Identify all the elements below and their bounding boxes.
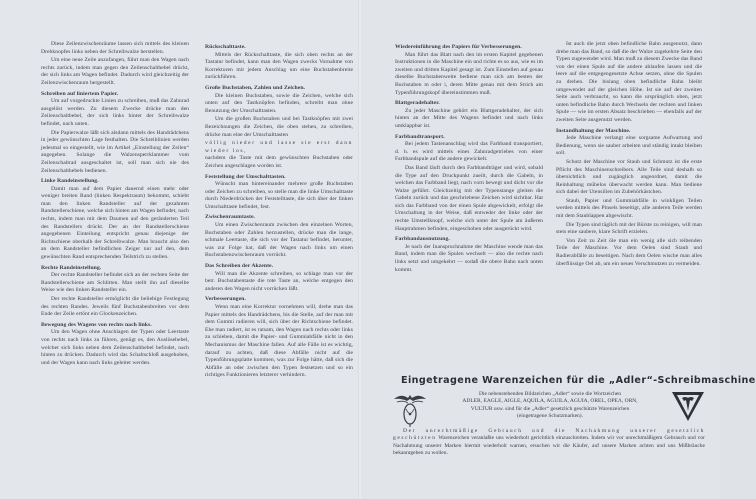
section-heading: Linke Randeinstellung. xyxy=(41,178,99,185)
paragraph: Zu jeder Maschine gehört ein Blattgeradehalter, der sich hinten an der Mitte des Wagens befindet und nach links umklappbar ist. xyxy=(395,107,543,129)
paragraph: Je nach der Inanspruchnahme der Maschine wende man das Band, indem man die Spulen wechselt — also die rechte nach links setzt und umgekehrt — sodaß die obere Bahn nach unten kommt. xyxy=(395,243,543,273)
column-2 xyxy=(205,41,353,380)
column-4 xyxy=(556,41,702,268)
paragraph: Der rechte Randsteller ermöglicht die beliebige Festlegung des rechten Randes. Jeweils fünf Buchstabenbreiten vor dem Ende der Zeile ertönt ein Glockenzeichen. xyxy=(41,296,189,318)
emphasized-text: völlig nieder und lasse sie erst dann wieder los, xyxy=(205,140,353,154)
paragraph: Damit man auf dem Papier dauernd einen mehr oder weniger breiten Rand (linken Respektraum) bekommt, schiebt man den linken Randsteller auf der gezahnten Randstellerschiene, welche sich hinten am Wagen befindet, nach rechts, indem man mit dem Daumen auf den geränderten Teil des Randstellers drückt. Der an der Randstellerschiene angegebenen Einteilung entspricht genau diejenige der Richtschiene oberhalb der Schreibwalze. Man braucht also den an dem Randsteller befindlichen Zeiger nur auf den, dem gewünschten Rand entsprechenden Teilstrich zu stellen. xyxy=(41,185,189,261)
paragraph: Das Band läuft durch den Farbbandträger und wird, sobald die Type auf den Druckpunkt zueilt, durch die Gabeln, in welchen das Farbband liegt, nach vorn bewegt und dicht vor die Walze geführt. Gleichzeitig mit der Typenstange gleiten die Gabeln zurück und das geschriebene Zeichen wird sichtbar. Hat sich das Farbband von der einen Spule abgewickelt, erfolgt die Umschaltung in der Weise, daß entweder der linke oder der rechte Umstellknopf, welche sich unter der Spule am äußeren Hauptrahmen befinden, eingeschoben oder ausgerückt wird. xyxy=(395,164,543,232)
column-1 xyxy=(41,41,189,367)
trademark-notice-emphasis: Der unrechtmäßige Gebrauch und die Nachahmung unserer gesetzlich geschützten xyxy=(393,428,705,442)
paragraph: Die kleinen Buchstaben, sowie die Zeichen, welche sich unten auf den Tastknöpfen befinden, schreibt man ohne Benutzung der Umschalttasten. xyxy=(205,92,353,114)
trademark-box xyxy=(393,375,756,467)
trademark-notice-text: Warenzeichen veranlaßte uns wiederholt gerichtlich einzuschreiten. Indem wir vor unrechtmäßigem Gebrauch und vor Nachahmung unserer Marken hiermit wiederholt warnen, ersuchen wir die Käufer, auf unsere Marken achten und uns Mißbräuche bekanntgeben zu wollen. xyxy=(393,435,705,457)
section-heading: Feststellung der Umschalttasten. xyxy=(205,173,286,180)
section-heading: Blattgeradehalter. xyxy=(395,100,440,107)
paragraph: Man führt das Blatt nach den im ersten Kapitel gegebenen Instruktionen in die Maschine ein und richte es so aus, wie es im zweiten und dritten Kapitel gesagt ist. Zum Einstellen auf genau dieselbe Buchstabenweite bediene man sich am besten der Buchstaben m oder i, deren Mitte genau mit dem Strich am Typenführungskopf übereinstimmen muß. xyxy=(395,51,543,96)
trademark-line: (eingetragene Schutzmarken). xyxy=(517,413,583,420)
section-heading: Bewegung des Wagens von rechts nach links. xyxy=(41,321,152,328)
paragraph: Um eine neue Zeile anzufangen, führt man den Wagen nach rechts zurück, indem man gegen den Zeilenschalthebel drückt, der sich links am Wagen befindet. Dadurch wird gleichzeitig der Zeilenzwischenraum hergestellt. xyxy=(41,57,189,86)
paragraph: Ist auch die jetzt oben befindliche Bahn ausgenutzt, dann drehe man das Band, so daß die der Walze zugekehrte Seite den Typen zugewendet wird. Man muß zu diesem Zwecke das Band von der einen Spule auf die andere ablaufen lassen und die leere auf die entgegengesetzte Achse setzen, ohne die Spulen zu drehen. Die bislang oben befindliche Bahn bleibt umgewendet auf der gleichen Höhe. Ist sie auf der zweiten Seite auch verbraucht, so kann die ursprünglich oben, jetzt unten befindliche Bahn durch Wechseln der rechten und linken Spule — wie im ersten Absatz beschrieben — ebenfalls auf der zweiten Seite ausgenutzt werden. xyxy=(556,41,702,123)
paragraph: Um einen Zwischenraum zwischen den einzelnen Worten, Buchstaben oder Zahlen herzustellen, drücke man die lange, schmale Leertaste, die sich vor der Tastatur befindet, herunter, was zur Folge hat, daß der Wagen nach links um einen Buchstabenzwischenraum vorrückt. xyxy=(205,222,353,259)
paragraph: Die Typen sind täglich mit der Bürste zu reinigen, will man stets eine saubere, klare Schrift erzielen. xyxy=(556,221,702,236)
paragraph: Um den Wagen ohne Anschlagen der Typen oder Leertaste von rechts nach links zu führen, genügt es, den Auslösehebel, welcher sich links neben dem Zeilenschalthebel befindet, nach hinten zu drücken. Dadurch wird das Schaltschloß ausgehoben, und der Wagen kann nach links geleitet werden. xyxy=(41,329,189,366)
trademark-notice xyxy=(393,428,705,458)
section-heading: Zwischenraumtaste. xyxy=(205,214,256,221)
paragraph: nachdem die Taste mit dem gewünschten Buchstaben oder Zeichen angeschlagen worden ist. xyxy=(205,155,353,169)
paragraph: Um die großen Buchstaben und bei Tastknöpfen mit zwei Bezeichnungen die Zeichen, die oben stehen, zu schreiben, drücke man eine der Umschalttasten xyxy=(205,116,353,138)
paragraph: Von Zeit zu Zeit öle man ein wenig alle sich reibenden Teile der Maschine. Vor dem Oelen sind Staub und Radierabfälle zu beseitigen. Nach dem Oelen wische man alles überflüssige Oel ab, um ein neues Verschmutzen zu vermeiden. xyxy=(556,237,702,267)
paragraph: Wenn man eine Korrektur vornehmen will, drehe man das Papier mittels des Handrädchens, bis die Stelle, auf der man mit dem Gummi radieren will, sich über der Richtschiene befindet. Ehe man radiert, ist es ratsam, den Wagen nach rechts oder links zu schieben, damit die Papier- und Gummiabfälle nicht in den Mechanismus der Maschine fallen. Auf alle Fälle ist es wichtig, darauf zu achten, daß diese Abfälle nicht auf die Typenführungsplatte kommen, was zur Folge hätte, daß sich die Abfälle an oder zwischen den Typen festsetzen und so ein richtiges Funktionieren letzterer verhindern. xyxy=(205,304,353,379)
section-heading: Verbesserungen. xyxy=(205,296,246,303)
trademark-line: VULTUR usw. sind für die „Adler“ gesetzlich geschützte Warenzeichen xyxy=(470,405,630,412)
section-heading: Das Schreiben der Akzente. xyxy=(205,263,274,270)
paragraph: Bei jedem Tastenanschlag wird das Farbband transportiert, d. h. es wird mittels eines Zahnradgetriebes von einer Farbbandspule auf die andere gewickelt. xyxy=(395,141,543,163)
paragraph: Die Papierwalze läßt sich alsdann mittels des Handrädchens in jeder gewünschten Lage festhalten. Die Schreiblinien werden jedesmal so eingestellt, wie im Artikel „Einstellung der Zeilen“ angegeben. Solange die Walzensperrklammer vom Zeilenschaltrad ausgeschaltet ist, soll man sich nie des Zeilenschalthebels bedienen. xyxy=(41,129,189,174)
section-heading: Farbbandtransport. xyxy=(395,133,445,140)
section-heading: Rückschalttaste. xyxy=(205,44,246,50)
trademark-list xyxy=(433,391,667,421)
section-heading: Rechte Randeinstellung. xyxy=(41,264,102,271)
paragraph: Wünscht man hintereinander mehrere große Buchstaben oder Zeichen zu schreiben, so stelle man die linke Umschalttaste durch Niederdrücken der Feststelltaste, die sich über der linken Umschalttaste befindet, fest. xyxy=(205,181,353,210)
section-heading: Farbbandausnutzung. xyxy=(395,236,450,243)
section-heading: Große Buchstaben, Zahlen und Zeichen. xyxy=(205,84,306,91)
section-heading: Instandhaltung der Maschine. xyxy=(556,127,631,134)
trademark-line: Die nebenstehenden Bildzeichen „Adler“ sowie die Wortzeichen xyxy=(478,391,622,397)
paragraph: Staub, Papier und Gummiabfälle in winkligen Teilen werden mittels des Pinsels beseitigt, alle anderen Teile werden mit dem Staublappen abgewischt. xyxy=(556,197,702,220)
trademark-title: Eingetragene Warenzeichen für die „Adler“-Schreibmaschine xyxy=(401,375,756,386)
column-3 xyxy=(395,41,543,274)
paragraph: Jede Maschine verlangt eine sorgsame Aufwartung und Bedienung, wenn sie sauber arbeiten und ständig intakt bleiben soll. xyxy=(556,135,702,157)
eagle-emblem-icon xyxy=(393,390,427,428)
trademark-line: ADLER, EAGLE, AIGLE, AQUILA, AGUILA, AGUIA, OREL, OPEΛ, ORN, xyxy=(462,398,638,405)
paragraph: Um auf vorgedruckte Linien zu schreiben, muß das Zahnrad ausgelöst werden. Zu diesem Zwecke drücke man den Zeilenschaltbebel, der sich links hinter der Schreibwalze befindet, nach unten. xyxy=(41,98,189,127)
paragraph: Diese Zeilenzwischenräume lassen sich mittels des kleinen Drehknopfes links neben der Schreibwalze herstellen. xyxy=(41,41,189,55)
left-page xyxy=(0,0,359,499)
paragraph: Der rechte Randsteller befindet sich an der rechten Seite der Randstellerschiene am Schlitten. Man stellt ihn auf dieselbe Weise wie den linken Randsteller ein. xyxy=(41,272,189,294)
paragraph: Mittels der Rückschalttaste, die sich oben rechts an der Tastatur befindet, kann man den Wagen zwecks Vornahme von Korrekturen mit jedem Anschlag um eine Buchstabenbreite zurückführen. xyxy=(205,51,353,81)
section-heading: Wiedereinführung des Papiers für Verbesserungen. xyxy=(395,44,522,50)
paragraph: Will man die Akzente schreiben, so schlage man vor der betr. Buchstabentaste die tote Taste an, welche entgegen den anderen den Wagen nicht vorrücken läßt. xyxy=(205,270,353,292)
adler-triangle-logo-icon xyxy=(671,389,705,423)
paragraph: Schutz der Maschine vor Staub und Schmutz ist die erste Pflicht des Maschinenschreibers. Alle Teile sind deshalb so übersichtlich und zugänglich angeordnet, damit die Reinhaltung mühelos überwacht werden kann. Man bediene sich dabei der Utensilien im Zubehörkästchen. xyxy=(556,158,702,196)
section-heading: Schreiben auf liniertem Papier. xyxy=(41,90,119,97)
